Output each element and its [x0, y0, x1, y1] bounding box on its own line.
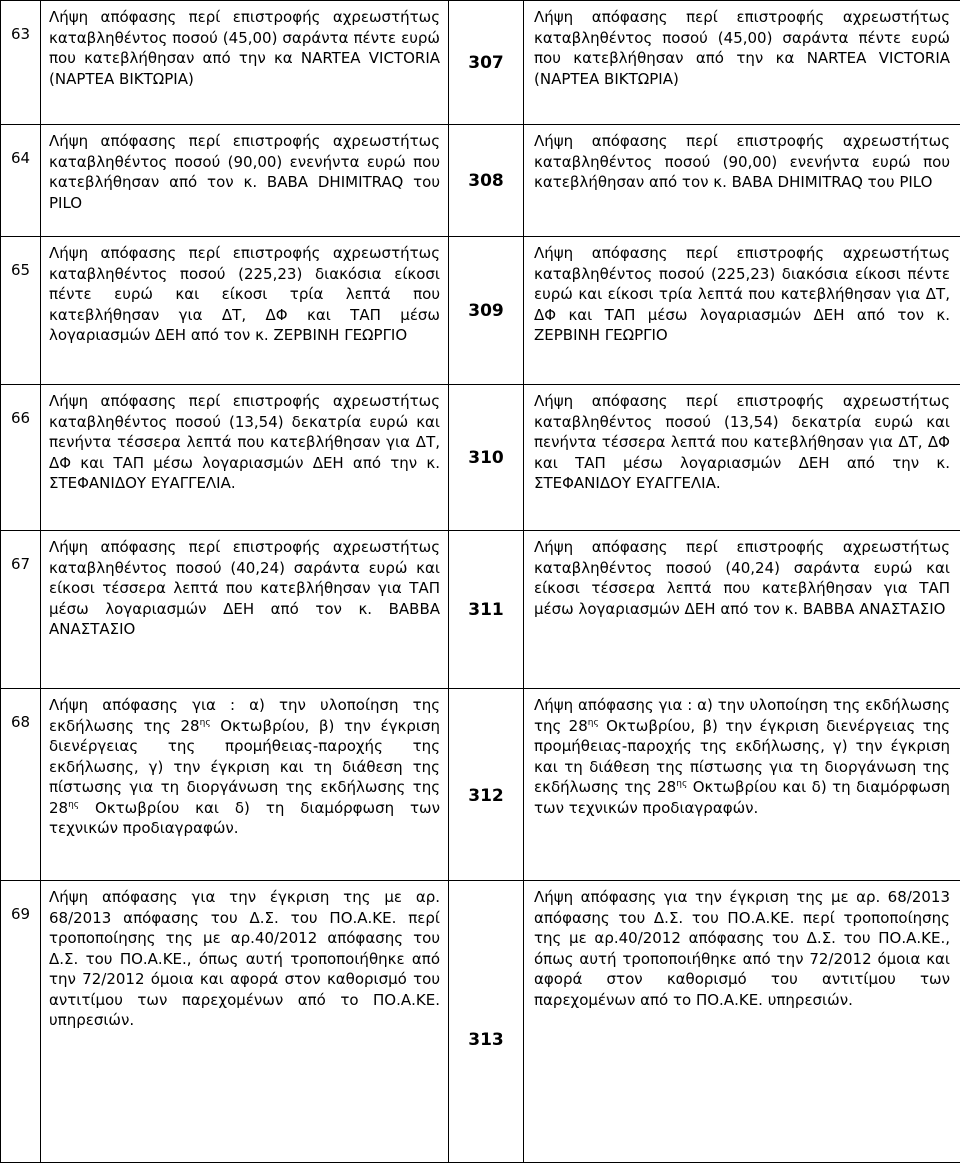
table-row: [1, 881, 960, 1163]
decision-text: Λήψη απόφασης περί επιστροφής αχρεωστήτως καταβληθέντος ποσού (13,54) δεκατρία ευρώ και πενήντα τέσσερα λεπτά που κατεβλήθησαν για ΔΤ, ΔΦ και ΤΑΠ μέσω λογαριασμών ΔΕΗ από την κ. ΣΤΕΦΑΝΙΔΟΥ ΕΥΑΓΓΕΛΙΑ.: [524, 385, 960, 531]
decision-text: Λήψη απόφασης περί επιστροφής αχρεωστήτως καταβληθέντος ποσού (90,00) ενενήντα ευρώ που κατεβλήθησαν από τον κ. BABA DHIMITRAQ του PILO: [524, 125, 960, 237]
decision-text: Λήψη απόφασης για την έγκριση της με αρ. 68/2013 απόφασης του Δ.Σ. του ΠΟ.Α.ΚΕ. περί τροποποίησης της με αρ.40/2012 απόφασης του Δ.Σ. του ΠΟ.Α.ΚΕ., όπως αυτή τροποποιήθηκε από την 72/2012 όμοια και αφορά στον καθορισμό του αντιτίμου των παρεχομένων από το ΠΟ.Α.ΚΕ. υπηρεσιών.: [524, 881, 960, 1163]
item-subject: Λήψη απόφασης περί επιστροφής αχρεωστήτως καταβληθέντος ποσού (13,54) δεκατρία ευρώ και πενήντα τέσσερα λεπτά που κατεβλήθησαν για ΔΤ, ΔΦ και ΤΑΠ μέσω λογαριασμών ΔΕΗ από την κ. ΣΤΕΦΑΝΙΔΟΥ ΕΥΑΓΓΕΛΙΑ.: [41, 385, 449, 531]
item-number: 63: [1, 1, 41, 125]
decision-text: Λήψη απόφασης περί επιστροφής αχρεωστήτως καταβληθέντος ποσού (45,00) σαράντα πέντε ευρώ που κατεβλήθησαν από την κα NARTEA VICTORIA (ΝΑΡΤΕΑ ΒΙΚΤΩΡΙΑ): [524, 1, 960, 125]
table-row: [1, 689, 960, 881]
item-subject: Λήψη απόφασης περί επιστροφής αχρεωστήτως καταβληθέντος ποσού (90,00) ενενήντα ευρώ που κατεβλήθησαν από τον κ. BABA DHIMITRAQ του PILO: [41, 125, 449, 237]
item-subject: Λήψη απόφασης για : α) την υλοποίηση της εκδήλωσης της $28^{\eta\varsigma}$ Οκτωβρίου, β) την έγκριση διενέργειας της προμήθειας-παροχής της εκδήλωσης, γ) την έγκριση και τη διάθεση της πίστωσης για τη διοργάνωση της εκδήλωσης της $28^{\eta\varsigma}$ Οκτωβρίου και δ) τη διαμόρφωση των τεχνικών προδιαγραφών.: [41, 689, 449, 881]
item-subject: Λήψη απόφασης για την έγκριση της με αρ. 68/2013 απόφασης του Δ.Σ. του ΠΟ.Α.ΚΕ. περί τροποποίησης της με αρ.40/2012 απόφασης του Δ.Σ. του ΠΟ.Α.ΚΕ., όπως αυτή τροποποιήθηκε από την 72/2012 όμοια και αφορά στον καθορισμό του αντιτίμου των παρεχομένων από το ΠΟ.Α.ΚΕ. υπηρεσιών.: [41, 881, 449, 1163]
table-row: [1, 385, 960, 531]
decision-number: 309: [449, 237, 524, 385]
item-number: 69: [1, 881, 41, 1163]
decision-number: 308: [449, 125, 524, 237]
decision-text: Λήψη απόφασης περί επιστροφής αχρεωστήτως καταβληθέντος ποσού (225,23) διακόσια είκοσι πέντε ευρώ και είκοσι τρία λεπτά που κατεβλήθησαν για ΔΤ, ΔΦ και ΤΑΠ μέσω λογαριασμών ΔΕΗ από τον κ. ΖΕΡΒΙΝΗ ΓΕΩΡΓΙΟ: [524, 237, 960, 385]
decision-number: 312: [449, 689, 524, 881]
decision-number: 310: [449, 385, 524, 531]
decision-text: Λήψη απόφασης περί επιστροφής αχρεωστήτως καταβληθέντος ποσού (40,24) σαράντα ευρώ και είκοσι τέσσερα λεπτά που κατεβλήθησαν για ΤΑΠ μέσω λογαριασμών ΔΕΗ από τον κ. ΒΑΒΒΑ ΑΝΑΣΤΑΣΙΟ: [524, 531, 960, 689]
item-subject: Λήψη απόφασης περί επιστροφής αχρεωστήτως καταβληθέντος ποσού (45,00) σαράντα πέντε ευρώ που κατεβλήθησαν από την κα NARTEA VICTORIA (ΝΑΡΤΕΑ ΒΙΚΤΩΡΙΑ): [41, 1, 449, 125]
item-number: 64: [1, 125, 41, 237]
table-row: [1, 1, 960, 125]
item-number: 68: [1, 689, 41, 881]
item-subject: Λήψη απόφασης περί επιστροφής αχρεωστήτως καταβληθέντος ποσού (225,23) διακόσια είκοσι πέντε ευρώ και είκοσι τρία λεπτά που κατεβλήθησαν για ΔΤ, ΔΦ και ΤΑΠ μέσω λογαριασμών ΔΕΗ από τον κ. ΖΕΡΒΙΝΗ ΓΕΩΡΓΙΟ: [41, 237, 449, 385]
item-number: 65: [1, 237, 41, 385]
item-number: 66: [1, 385, 41, 531]
decision-number: 307: [449, 1, 524, 125]
decision-text: Λήψη απόφασης για : α) την υλοποίηση της εκδήλωσης της $28^{\eta\varsigma}$ Οκτωβρίου, β) την έγκριση διενέργειας της προμήθειας-παροχής της εκδήλωσης, γ) την έγκριση και τη διάθεση της πίστωσης για τη διοργάνωση της εκδήλωσης της $28^{\eta\varsigma}$ Οκτωβρίου και δ) τη διαμόρφωση των τεχνικών προδιαγραφών.: [524, 689, 960, 881]
item-subject: Λήψη απόφασης περί επιστροφής αχρεωστήτως καταβληθέντος ποσού (40,24) σαράντα ευρώ και είκοσι τέσσερα λεπτά που κατεβλήθησαν για ΤΑΠ μέσω λογαριασμών ΔΕΗ από τον κ. ΒΑΒΒΑ ΑΝΑΣΤΑΣΙΟ: [41, 531, 449, 689]
table-row: [1, 531, 960, 689]
table-row: [1, 125, 960, 237]
decision-number: 313: [449, 881, 524, 1163]
table-row: [1, 237, 960, 385]
decision-number: 311: [449, 531, 524, 689]
item-number: 67: [1, 531, 41, 689]
